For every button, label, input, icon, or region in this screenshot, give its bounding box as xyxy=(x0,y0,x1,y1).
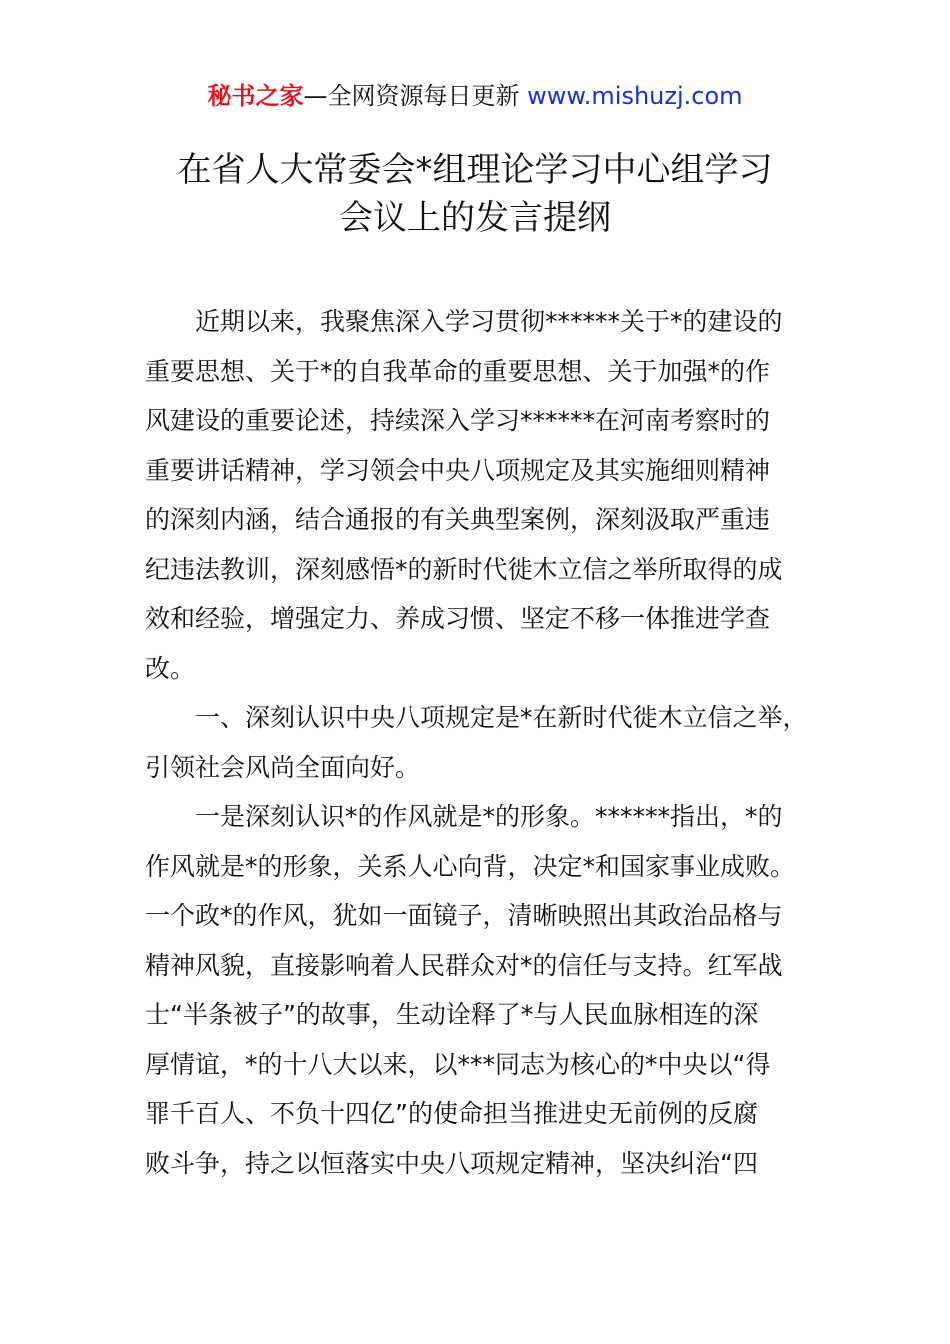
body-line: 罪千百人、不负十四亿”的使命担当推进史无前例的反腐 xyxy=(145,1099,758,1128)
title-line-1: 在省人大常委会*组理论学习中心组学习 xyxy=(177,150,773,190)
body-line: 厚情谊，*的十八大以来，以***同志为核心的*中央以“得 xyxy=(145,1049,771,1079)
site-url-link[interactable]: www.mishuzj.com xyxy=(527,82,743,110)
body-line: 败斗争，持之以恒落实中央八项规定精神，坚决纠治“四 xyxy=(145,1148,758,1178)
body-line: 作风就是*的形象，关系人心向背，决定*和国家事业成败。 xyxy=(145,851,796,881)
body-line: 改。 xyxy=(145,653,196,683)
body-line: 精神风貌，直接影响着人民群众对*的信任与支持。红军战 xyxy=(145,950,783,980)
body-line: 重要思想、关于*的自我革命的重要思想、关于加强*的作 xyxy=(145,356,771,386)
body-line: 士“半条被子”的故事，生动诠释了*与人民血脉相连的深 xyxy=(145,1000,759,1029)
body-line: 的深刻内涵，结合通报的有关典型案例，深刻汲取严重违 xyxy=(145,505,771,534)
brand-name: 秘书之家 xyxy=(207,82,304,110)
title-line-2: 会议上的发言提纲 xyxy=(339,198,611,238)
section-heading-line: 引领社会风尚全面向好。 xyxy=(145,752,421,782)
document-title xyxy=(0,146,950,242)
body-line: 风建设的重要论述，持续深入学习******在河南考察时的 xyxy=(145,406,771,435)
body-line: 一是深刻认识*的作风就是*的形象。******指出，*的 xyxy=(145,802,783,831)
header-tagline: —全网资源每日更新 xyxy=(303,82,528,110)
body-line: 一个政*的作风，犹如一面镜子，清晰映照出其政治品格与 xyxy=(145,901,783,930)
body-line: 重要讲话精神，学习领会中央八项规定及其实施细则精神 xyxy=(145,455,771,485)
document-body xyxy=(145,297,815,1188)
body-line: 近期以来，我聚焦深入学习贯彻******关于*的建设的 xyxy=(145,307,783,336)
body-line: 纪违法教训，深刻感悟*的新时代徙木立信之举所取得的成 xyxy=(145,554,783,584)
site-header xyxy=(0,80,950,112)
body-line: 效和经验，增强定力、养成习惯、坚定不移一体推进学查 xyxy=(145,604,771,633)
section-heading-line: 一、深刻认识中央八项规定是*在新时代徙木立信之举， xyxy=(145,703,808,732)
